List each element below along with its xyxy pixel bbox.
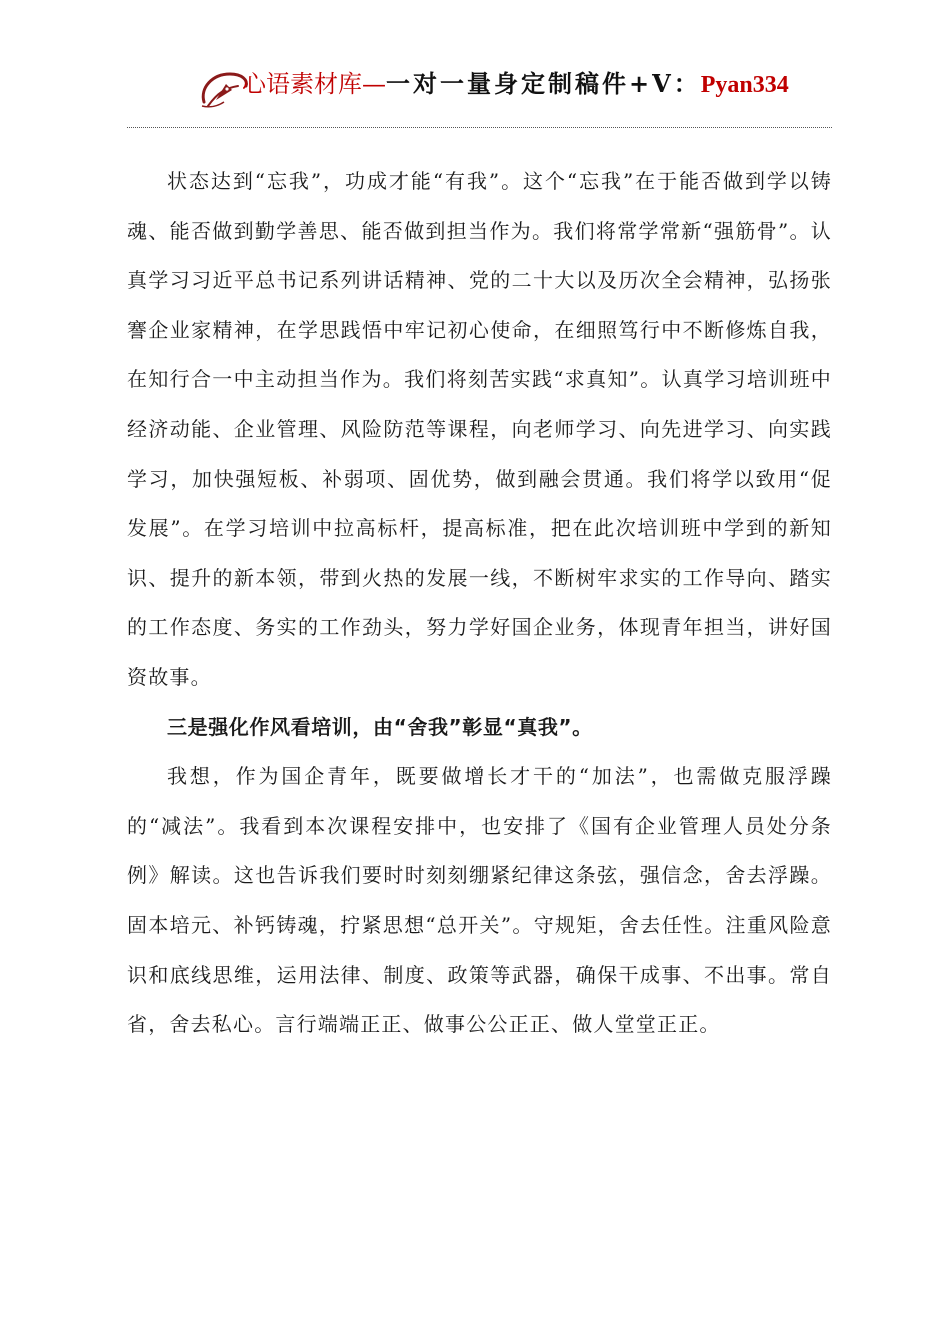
header-contact-id: Pyan334: [700, 72, 789, 98]
header-separator: —: [362, 70, 386, 98]
header-slogan: 一对一量身定制稿件: [386, 69, 629, 98]
header-title: [242, 67, 789, 102]
header-divider: [127, 127, 832, 128]
header-contact-prefix: +V：: [629, 69, 701, 98]
body-paragraph: 我想，作为国企青年，既要做增长才干的“加法”，也需做克服浮躁的“减法”。我看到本次课程安排中，也安排了《国有企业管理人员处分条例》解读。这也告诉我们要时时刻刻绷紧纪律这条弦，强信念，舍去浮躁。固本培元、补钙铸魂，拧紧思想“总开关”。守规矩，舍去任性。注重风险意识和底线思维，运用法律、制度、政策等武器，确保干成事、不出事。常自省，舍去私心。言行端端正正、做事公公正正、做人堂堂正正。: [127, 764, 832, 1037]
header-brand: 心语素材库: [242, 70, 362, 98]
body-paragraph: 状态达到“忘我”，功成才能“有我”。这个“忘我”在于能否做到学以铸魂、能否做到勤学善思、能否做到担当作为。我们将常学常新“强筋骨”。认真学习习近平总书记系列讲话精神、党的二十大以及历次全会精神，弘扬张謇企业家精神，在学思践悟中牢记初心使命，在细照笃行中不断修炼自我，在知行合一中主动担当作为。我们将刻苦实践“求真知”。认真学习培训班中经济动能、企业管理、风险防范等课程，向老师学习、向先进学习、向实践学习，加快强短板、补弱项、固优势，做到融会贯通。我们将学以致用“促发展”。在学习培训中拉高标杆，提高标准，把在此次培训班中学到的新知识、提升的新本领，带到火热的发展一线，不断树牢求实的工作导向、踏实的工作态度、务实的工作劲头，努力学好国企业务，体现青年担当，讲好国资故事。: [127, 169, 832, 689]
document-body: [127, 157, 832, 1050]
section-heading: 三是强化作风看培训，由“舍我”彰显“真我”。: [167, 714, 593, 739]
page-header: [196, 62, 816, 112]
